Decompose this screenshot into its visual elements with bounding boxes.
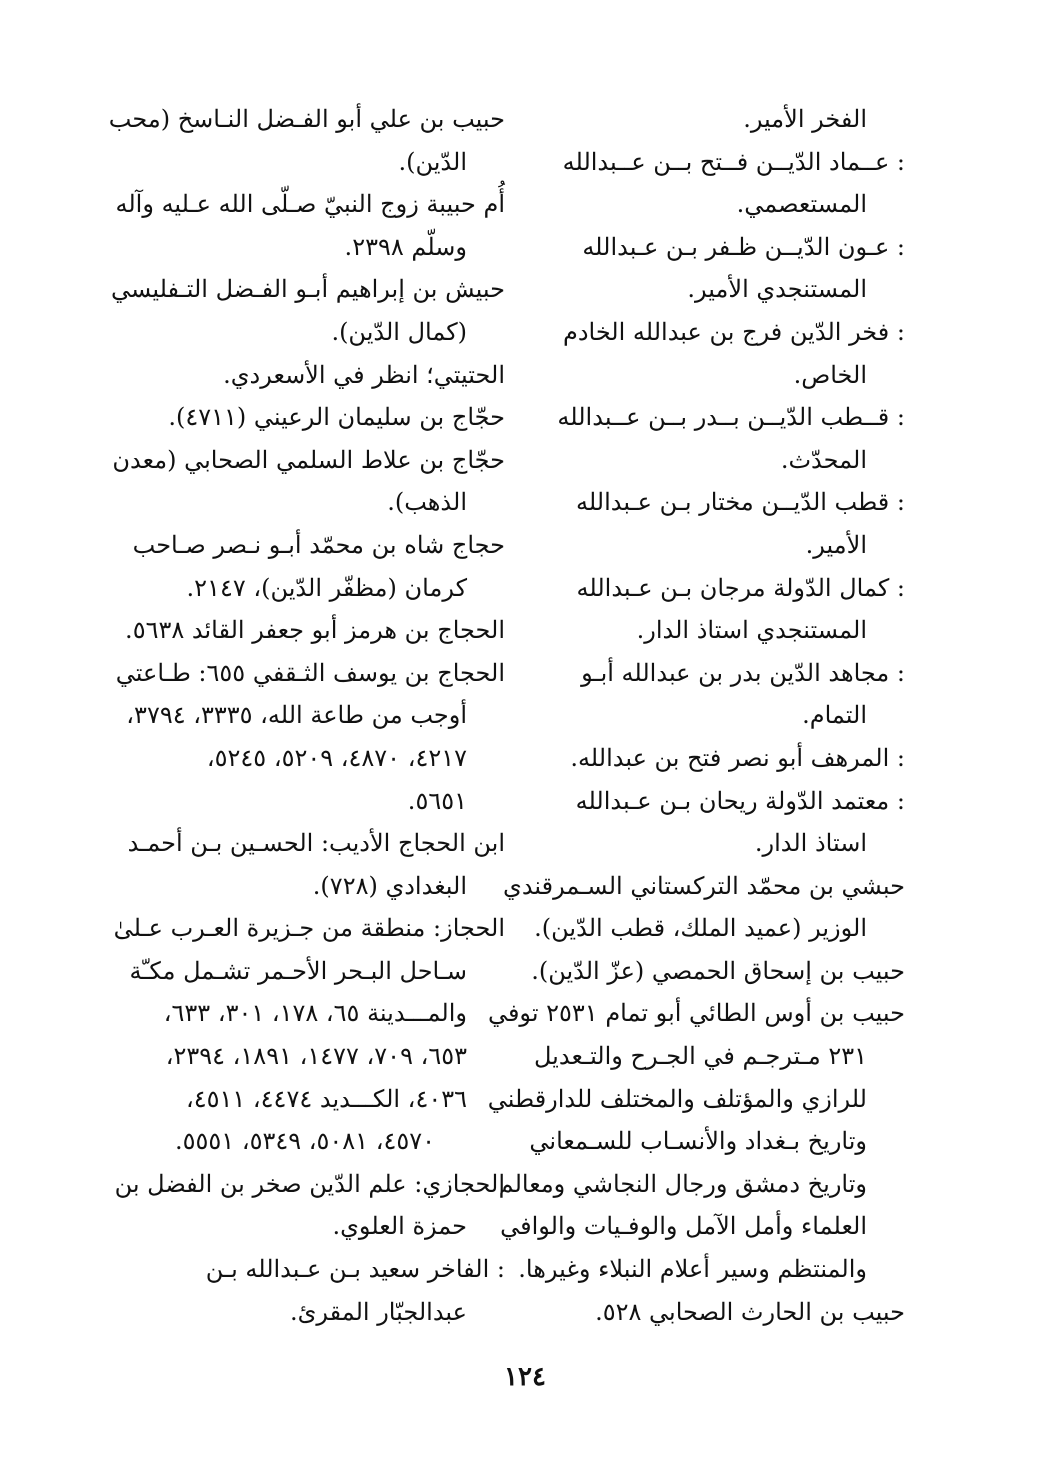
index-entry: الحجاج بن يوسف الثـقفي ٦٥٥: طـاعتي: [115, 658, 505, 687]
index-entry-continuation: للرازي والمؤتلف والمختلف للدارقطني: [487, 1084, 867, 1113]
index-entry: الحتيتي؛ انظر في الأسعردي.: [223, 360, 505, 389]
index-entry-continuation: ٥٦٥١.: [407, 786, 467, 815]
index-entry: : عـون الدّيــن ظـفر بـن عـبدالله: [582, 232, 905, 261]
index-entry: حبيب بن علي أبو الفـضل النـاسخ (محب: [108, 105, 505, 133]
index-entry-continuation: الذهب).: [387, 488, 467, 517]
index-entry: : الفاخر سعيد بـن عـبدالله بـن: [205, 1255, 505, 1284]
index-entry: أُم حبيبة زوج النبيّ صـلّى الله عـليه وآله: [115, 190, 505, 219]
index-entry: حبشي بن محمّد التركستاني السـمرقندي: [503, 871, 905, 900]
index-entry-continuation: (كمال الدّين).: [331, 317, 467, 346]
index-entry: : معتمد الدّولة ريحان بـن عـبدالله: [575, 786, 905, 815]
index-entry: حجاج شاه بن محمّد أبـو نـصر صـاحب: [132, 530, 505, 559]
index-entry-continuation: استاذ الدار.: [754, 829, 867, 858]
index-entry-continuation: التمام.: [802, 701, 867, 730]
index-entry: : مجاهد الدّين بدر بن عبدالله أبـو: [581, 658, 905, 687]
index-entry-continuation: حمزة العلوي.: [332, 1212, 467, 1241]
index-column-right: [487, 98, 905, 1333]
index-entry-continuation: المستنجدي الأمير.: [687, 275, 867, 304]
index-entry: : كمال الدّولة مرجان بـن عـبدالله: [576, 573, 905, 602]
page-number: ١٢٤: [504, 1362, 546, 1392]
index-entry-continuation: والمنتظم وسير أعلام النبلاء وغيرها.: [518, 1255, 867, 1284]
index-entry-continuation: الوزير (عميد الملك، قطب الدّين).: [534, 914, 867, 943]
index-entry-continuation: المستعصمي.: [736, 190, 867, 219]
index-entry-continuation: ٤٢١٧، ٤٨٧٠، ٥٢٠٩، ٥٢٤٥،: [206, 743, 467, 772]
index-entry-continuation: الفخر الأمير.: [743, 105, 867, 133]
index-entry-continuation: أوجب من طاعة الله، ٣٣٣٥، ٣٧٩٤،: [126, 701, 467, 730]
index-entry-continuation: ٢٣١ مـترجـم في الجـرح والتـعديل: [534, 1042, 867, 1071]
index-entry: : عــماد الدّيــن فــتح بــن عــبدالله: [562, 147, 905, 176]
index-entry: حجّاج بن سليمان الرعيني (٤٧١١).: [168, 403, 505, 432]
index-entry: : قــطب الدّيــن بــدر بــن عــبدالله: [557, 403, 905, 432]
index-entry-continuation: الدّين).: [398, 147, 467, 176]
index-entry-continuation: ٤٠٣٦، الكـــديد ٤٤٧٤، ٤٥١١،: [185, 1084, 467, 1113]
index-entry: : المرهف أبو نصر فتح بن عبدالله.: [570, 743, 905, 772]
index-entry: حجّاج بن علاط السلمي الصحابي (معدن: [112, 445, 505, 474]
index-entry-continuation: والمـــدينة ٦٥، ١٧٨، ٣٠١، ٦٣٣،: [163, 999, 467, 1028]
index-entry: : قطب الدّيــن مختار بـن عـبدالله: [575, 488, 905, 517]
index-entry: الحجاز: منطقة من جـزيرة العـرب عـلىٰ: [113, 914, 505, 943]
index-entry: حبيب بن الحارث الصحابي ٥٢٨.: [595, 1297, 905, 1326]
index-entry: الحجاج بن هرمز أبو جعفر القائد ٥٦٣٨.: [125, 616, 505, 645]
index-entry: ابن الحجاج الأديب: الحسـين بـن أحمـد: [127, 829, 505, 858]
index-entry-continuation: وتاريخ بـغداد والأنسـاب للسـمعاني: [529, 1127, 867, 1156]
index-entry-continuation: وتاريخ دمشق ورجال النجاشي ومعالم: [498, 1169, 867, 1198]
index-entry-continuation: الخاص.: [793, 360, 867, 389]
index-entry-continuation: سـاحل البـحر الأحـمر تشـمل مكـّة: [129, 956, 467, 985]
index-entry-continuation: ٦٥٣، ٧٠٩، ١٤٧٧، ١٨٩١، ٢٣٩٤،: [165, 1042, 467, 1071]
index-entry: حبيب بن أوس الطائي أبو تمام ٢٥٣١ توفي: [487, 999, 905, 1028]
index-entry-continuation: كرمان (مظفّر الدّين)، ٢١٤٧.: [186, 573, 467, 602]
index-entry-continuation: الأمير.: [805, 530, 867, 559]
index-entry-continuation: المحدّث.: [780, 445, 867, 474]
index-entry: : فخر الدّين فرج بن عبدالله الخادم: [562, 317, 905, 346]
index-entry-continuation: عبدالجبّار المقرئ.: [289, 1297, 467, 1326]
index-entry: حبيب بن إسحاق الحمصي (عزّ الدّين).: [531, 956, 905, 985]
index-entry-continuation: ٤٥٧٠، ٥٠٨١، ٥٣٤٩، ٥٥٥١.: [174, 1127, 435, 1156]
index-entry-continuation: المستنجدي استاذ الدار.: [636, 616, 867, 645]
index-entry: حبيش بن إبراهيم أبـو الفـضل التـفليسي: [110, 275, 505, 304]
index-entry-continuation: العلماء وأمل الآمل والوفـيات والوافي: [500, 1212, 867, 1241]
index-entry-continuation: وسلّم ٢٣٩٨.: [344, 232, 467, 261]
index-entry-continuation: البغدادي (٧٢٨).: [312, 871, 467, 900]
index-column-left: [108, 98, 505, 1333]
index-entry: الحجازي: علم الدّين صخر بن الفضل بن: [114, 1169, 505, 1198]
